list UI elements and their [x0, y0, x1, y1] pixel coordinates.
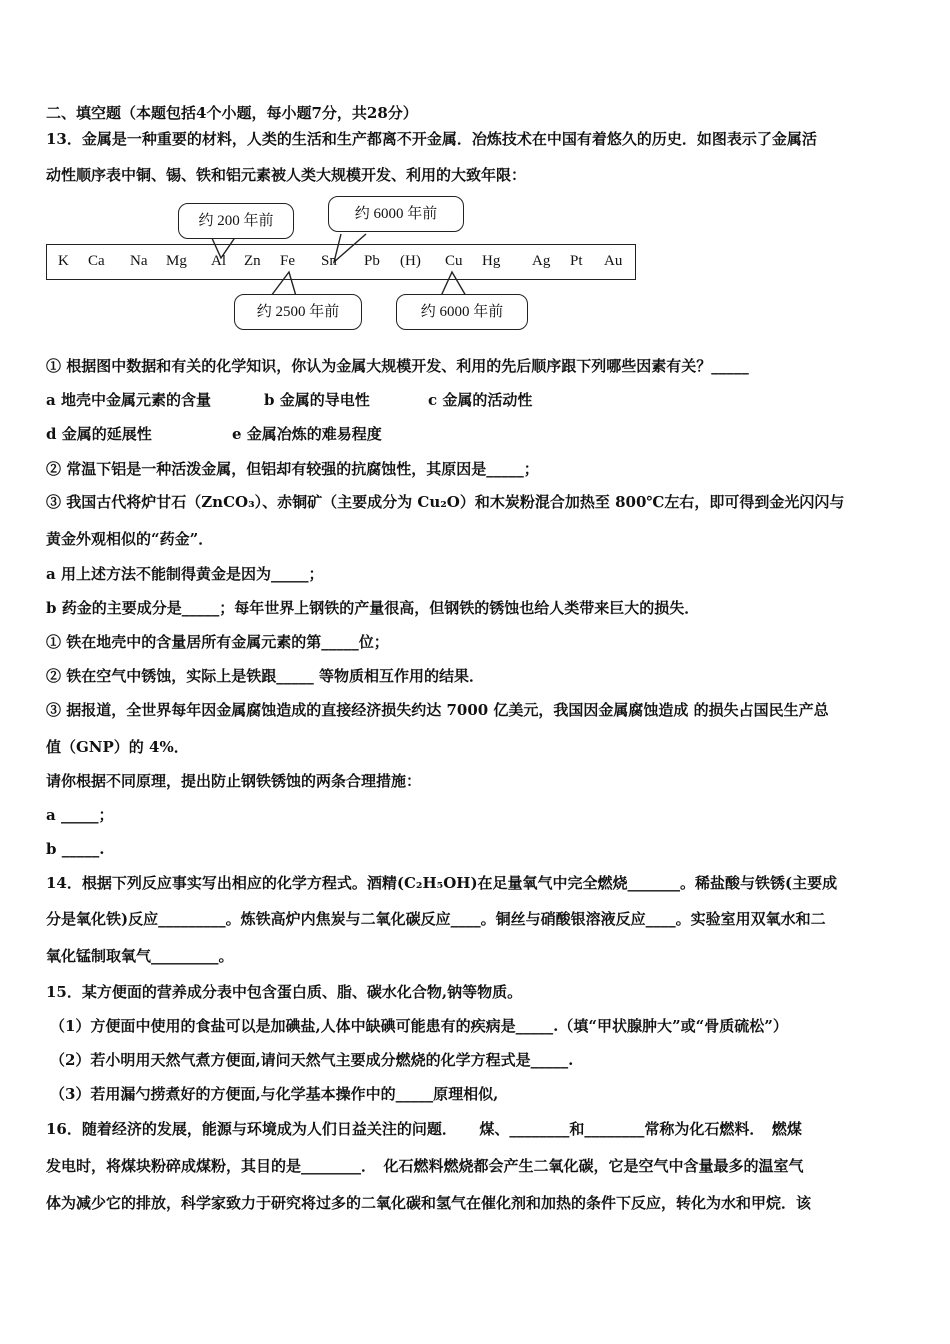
element-pt: Pt	[570, 253, 583, 269]
q13-part3-line2: 黄金外观相似的“药金”．	[46, 530, 214, 548]
bubble-sn-6000: 约 6000 年前	[328, 196, 464, 232]
q13-stem-line1: 13．金属是一种重要的材料，人类的生活和生产都离不开金属．冶炼技术在中国有着悠久的历史．如图表示了金属活	[46, 130, 817, 148]
q15-sub2: （2）若小明用天然气煮方便面,请问天然气主要成分燃烧的化学方程式是_____.	[50, 1051, 574, 1069]
q13-measures: 请你根据不同原理，提出防止钢铁锈蚀的两条合理措施：	[46, 772, 422, 790]
option-b: b 金属的导电性	[264, 391, 370, 409]
option-a: a 地壳中金属元素的含量	[46, 391, 211, 409]
q13-part3-line1: ③ 我国古代将炉甘石（ZnCO₃）、赤铜矿（主要成分为 Cu₂O）和木炭粉混合加热至 800℃左右，即可得到金光闪闪与	[46, 493, 845, 511]
q15-stem: 15．某方便面的营养成分表中包含蛋白质、脂、碳水化合物,钠等物质。	[46, 983, 523, 1001]
element-al: Al	[211, 253, 226, 269]
option-c: c 金属的活动性	[428, 391, 533, 409]
option-e: e 金属冶炼的难易程度	[232, 425, 382, 443]
q13-iron3-line1: ③ 据报道，全世界每年因金属腐蚀造成的直接经济损失约达 7000 亿美元，我国因金属腐蚀造成 的损失占国民生产总	[46, 701, 829, 719]
bubble-cu-6000: 约 6000 年前	[396, 294, 528, 330]
q16-line2: 发电时，将煤块粉碎成煤粉，其目的是________． 化石燃料燃烧都会产生二氧化碳，它是空气中含量最多的温室气	[46, 1157, 804, 1175]
q13-options-row2	[46, 424, 910, 444]
element-k: K	[58, 253, 69, 269]
q13-measure-a: a _____；	[46, 806, 114, 824]
q13-part3b: b 药金的主要成分是_____；每年世界上钢铁的产量很高，但钢铁的锈蚀也给人类带来巨大的损失．	[46, 599, 700, 617]
q13-options-row1	[46, 390, 910, 410]
q13-part2: ② 常温下铝是一种活泼金属，但铝却有较强的抗腐蚀性，其原因是_____；	[46, 460, 539, 478]
element-h: (H)	[400, 253, 421, 269]
q13-part1: ① 根据图中数据和有关的化学知识，你认为金属大规模开发、利用的先后顺序跟下列哪些因素有关？_____	[46, 357, 749, 375]
q13-iron2: ② 铁在空气中锈蚀，实际上是铁跟_____ 等物质相互作用的结果．	[46, 667, 484, 685]
element-cu: Cu	[445, 253, 463, 269]
q13-iron3-line2: 值（GNP）的 4%．	[46, 738, 189, 756]
q16-line3: 体为减少它的排放，科学家致力于研究将过多的二氧化碳和氢气在催化剂和加热的条件下反应，转化为水和甲烷．该	[46, 1194, 812, 1212]
q13-stem-line2: 动性顺序表中铜、锡、铁和铝元素被人类大规模开发、利用的大致年限：	[46, 166, 527, 184]
element-na: Na	[130, 253, 148, 269]
element-mg: Mg	[166, 253, 187, 269]
q13-iron1: ① 铁在地壳中的含量居所有金属元素的第_____位；	[46, 633, 389, 651]
element-au: Au	[604, 253, 623, 269]
q15-sub1: （1）方便面中使用的食盐可以是加碘盐,人体中缺碘可能患有的疾病是_____.（填“甲状腺肿大”或“骨质硫松”）	[50, 1017, 788, 1035]
element-pb: Pb	[364, 253, 380, 269]
option-d: d 金属的延展性	[46, 425, 152, 443]
element-ag: Ag	[532, 253, 551, 269]
q13-part3a: a 用上述方法不能制得黄金是因为_____；	[46, 565, 324, 583]
q13-measure-b: b _____.	[46, 840, 105, 858]
q16-line1: 16．随着经济的发展，能源与环境成为人们日益关注的问题． 煤、________和________常称为化石燃料． 燃煤	[46, 1120, 802, 1138]
q15-sub3: （3）若用漏勺捞煮好的方便面,与化学基本操作中的_____原理相似,	[50, 1085, 499, 1103]
section-header: 二、填空题（本题包括4个小题，每小题7分，共28分）	[46, 104, 418, 122]
q14-line3: 氧化锰制取氧气_________。	[46, 947, 234, 965]
element-hg: Hg	[482, 253, 501, 269]
element-sn: Sn	[321, 253, 337, 269]
q14-line2: 分是氧化铁)反应_________。炼铁高炉内焦炭与二氧化碳反应____。铜丝与硝酸银溶液反应____。实验室用双氧水和二	[46, 910, 826, 928]
bubble-al-200: 约 200 年前	[178, 203, 294, 239]
element-zn: Zn	[244, 253, 261, 269]
element-fe: Fe	[280, 253, 295, 269]
bubble-fe-2500: 约 2500 年前	[234, 294, 362, 330]
q14-line1: 14．根据下列反应事实写出相应的化学方程式。酒精(C₂H₅OH)在足量氧气中完全燃烧_______。稀盐酸与铁锈(主要成	[46, 874, 838, 892]
element-ca: Ca	[88, 253, 105, 269]
metal-activity-diagram	[46, 196, 640, 338]
